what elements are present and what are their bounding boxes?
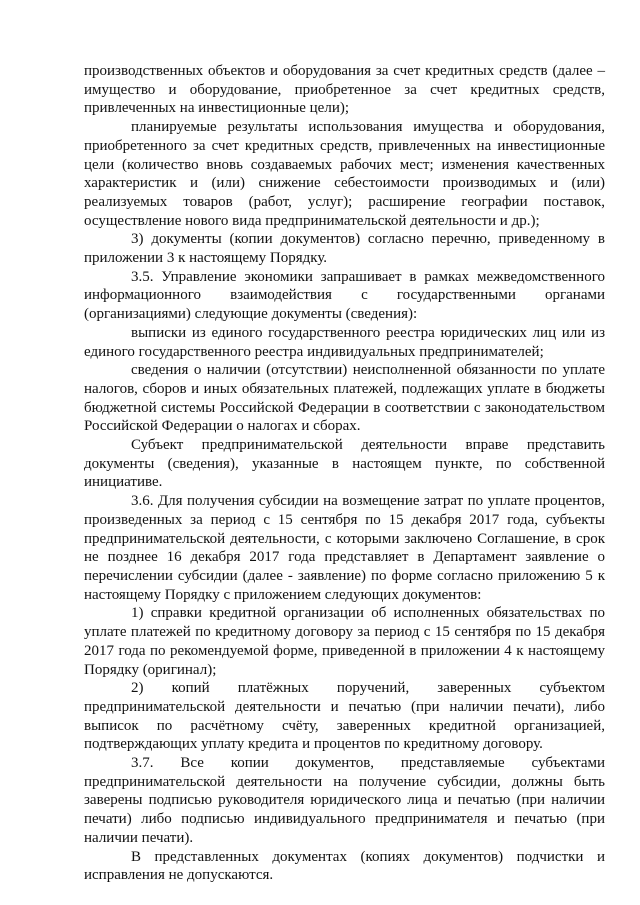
paragraph-item-1-bank-statement: 1) справки кредитной организации об исполненных обязательствах по уплате платежей по кредитному договору за период с 15 сентября по 15 декабря 2017 года по рекомендуемой форме, приведенной в приложении 4 к настоящему Порядку (оригинал); [84,605,605,678]
paragraph-property-definition: производственных объектов и оборудования за счет кредитных средств (далее – имущество и оборудование, приобретенное за счет кредитных средств, привлеченных на инвестиционные цели); [84,63,605,117]
document-page [84,62,605,885]
paragraph-no-corrections: В представленных документах (копиях документов) подчистки и исправления не допускаются. [84,848,605,884]
paragraph-item-2-payment-orders: 2) копий платёжных поручений, заверенных субъектом предпринимательской деятельности и печатью (при наличии печати), либо выписок по расчётному счёту, заверенных кредитной организацией, подтверждающих уплату кредита и процентов по кредитному договору. [84,680,605,753]
paragraph-section-3-7: 3.7. Все копии документов, представляемые субъектами предпринимательской деятельности на получение субсидии, должны быть заверены подписью руководителя юридического лица и печатью (при наличии печати) либо подписью индивидуального предпринимателя и печатью (при наличии печати). [84,755,605,846]
paragraph-tax-obligations: сведения о наличии (отсутствии) неисполненной обязанности по уплате налогов, сборов и иных обязательных платежей, подлежащих уплате в бюджеты бюджетной системы Российской Федерации в соответствии с законодательством Российской Федерации о налогах и сборах. [84,362,605,435]
paragraph-registry-extracts: выписки из единого государственного реестра юридических лиц или из единого государственного реестра индивидуальных предпринимателей; [84,324,605,360]
paragraph-section-3-6: 3.6. Для получения субсидии на возмещение затрат по уплате процентов, произведенных за период с 15 сентября по 15 декабря 2017 года, субъекты предпринимательской деятельности, с которыми заключено Соглашение, в срок не позднее 16 декабря 2017 года представляет в Департамент заявление о перечислении субсидии (далее - заявление) по форме согласно приложению 5 к настоящему Порядку с приложением следующих документов: [84,493,605,603]
paragraph-own-initiative: Субъект предпринимательской деятельности вправе представить документы (сведения), указанные в настоящем пункте, по собственной инициативе. [84,437,605,491]
paragraph-item-3-documents: 3) документы (копии документов) согласно перечню, приведенному в приложении 3 к настоящему Порядку. [84,231,605,267]
paragraph-planned-results: планируемые результаты использования имущества и оборудования, приобретенного за счет кредитных средств, привлеченных на инвестиционные цели (количество вновь создаваемых рабочих мест; изменения качественных характеристик и (или) снижение себестоимости производимых и (или) реализуемых товаров (работ, услуг); расширение географии поставок, осуществление нового вида предпринимательской деятельности и др.); [84,119,605,229]
paragraph-section-3-5: 3.5. Управление экономики запрашивает в рамках межведомственного информационного взаимодействия с государственными органами (организациями) следующие документы (сведения): [84,268,605,323]
